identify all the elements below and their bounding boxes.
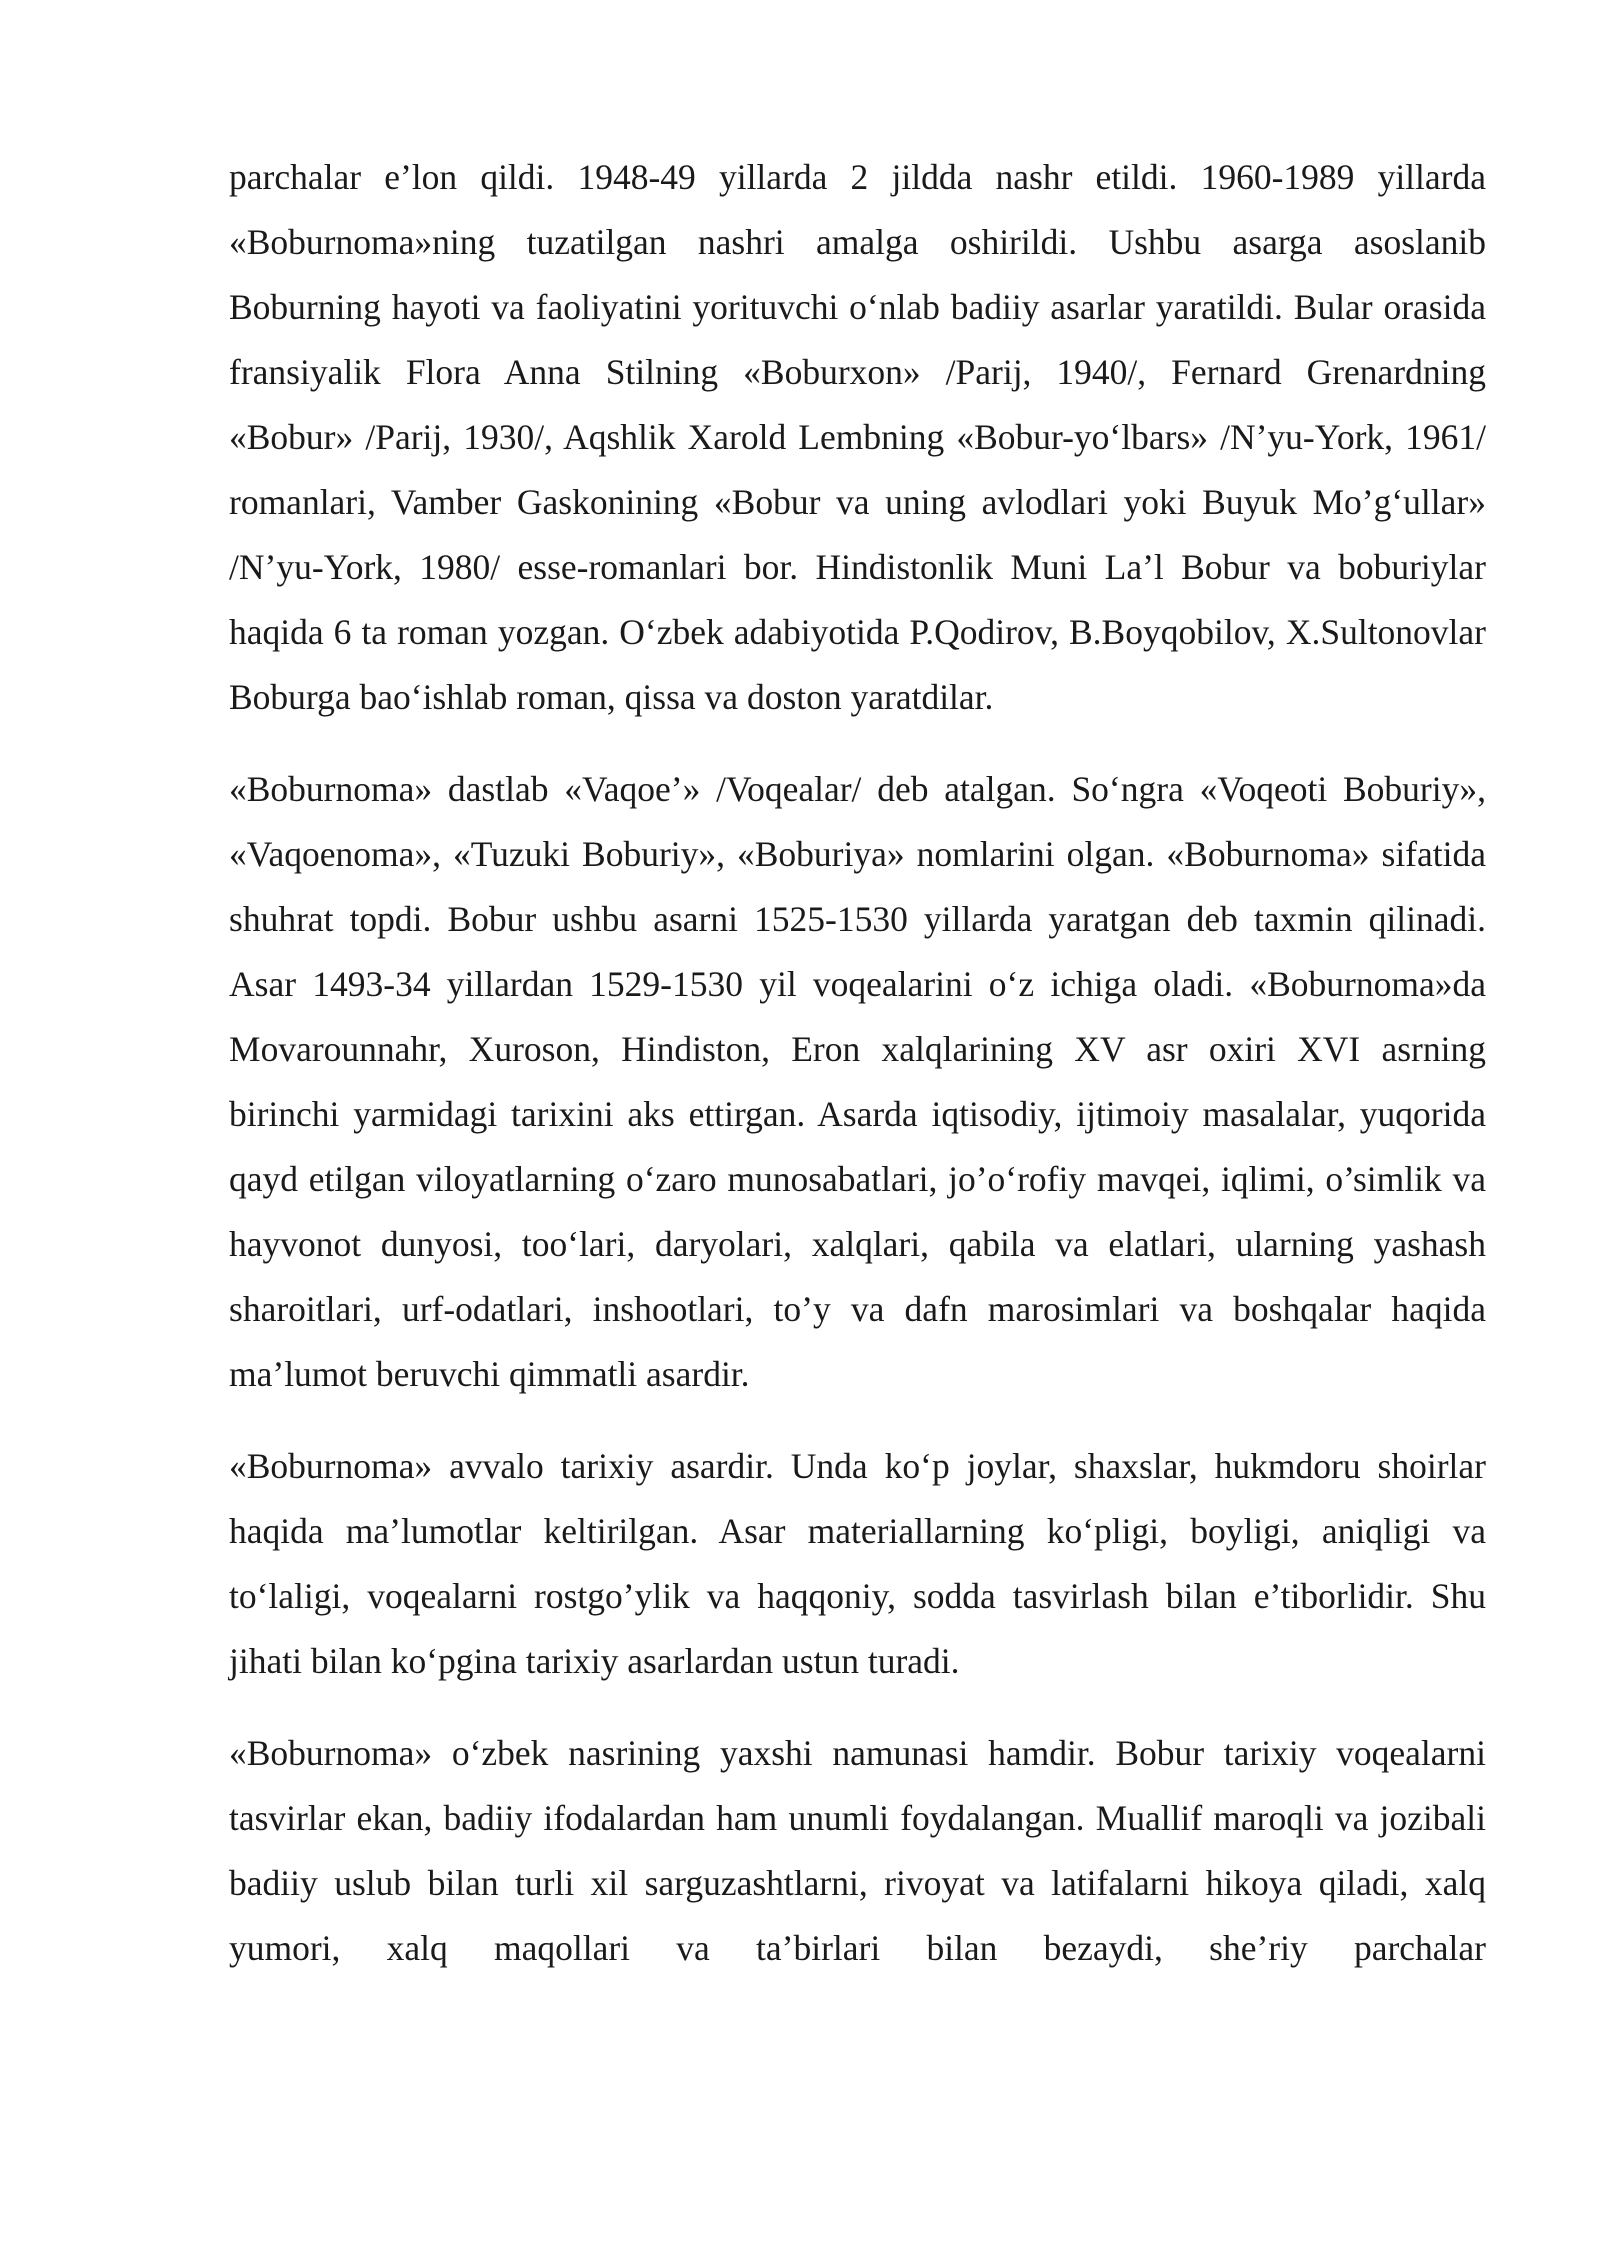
paragraph-2: «Boburnoma» dastlab «Vaqoe’» /Voqealar/ deb atalgan. So‘ngra «Voqeoti Boburiy», «Vaqoenoma», «Tuzuki Boburiy», «Boburiya» nomlarini olgan. «Boburnoma» sifatida shuhrat topdi. Bobur ushbu asarni 1525-1530 yillarda yaratgan deb taxmin qilinadi. Asar 1493-34 yillardan 1529-1530 yil voqealarini o‘z ichiga oladi. «Boburnoma»da Movarounnahr, Xuroson, Hindiston, Eron xalqlarining XV asr oxiri XVI asrning birinchi yarmidagi tarixini aks ettirgan. Asarda iqtisodiy, ijtimoiy masalalar, yuqorida qayd etilgan viloyatlarning o‘zaro munosabatlari, jo’o‘rofiy mavqei, iqlimi, o’simlik va hayvonot dunyosi, too‘lari, daryolari, xalqlari, qabila va elatlari, ularning yashash sharoitlari, urf-odatlari, inshootlari, to’y va dafn marosimlari va boshqalar haqida ma’lumot beruvchi qimmatli asardir. xyxy=(229,769,1486,1394)
paragraph-1: parchalar e’lon qildi. 1948-49 yillarda 2 jildda nashr etildi. 1960-1989 yillarda «Boburnoma»ning tuzatilgan nashri amalga oshirildi. Ushbu asarga asoslanib Boburning hayoti va faoliyatini yorituvchi o‘nlab badiiy asarlar yaratildi. Bular orasida fransiyalik Flora Anna Stilning «Boburxon» /Parij, 1940/, Fernard Grenardning «Bobur» /Parij, 1930/, Aqshlik Xarold Lembning «Bobur-yo‘lbars» /N’yu-York, 1961/ romanlari, Vamber Gaskonining «Bobur va uning avlodlari yoki Buyuk Mo’g‘ullar» /N’yu-York, 1980/ esse-romanlari bor. Hindistonlik Muni La’l Bobur va boburiylar haqida 6 ta roman yozgan. O‘zbek adabiyotida P.Qodirov, B.Boyqobilov, X.Sultonovlar Boburga bao‘ishlab roman, qissa va doston yaratdilar. xyxy=(229,157,1486,717)
document-page xyxy=(229,145,1486,2008)
paragraph-3: «Boburnoma» avvalo tarixiy asardir. Unda ko‘p joylar, shaxslar, hukmdoru shoirlar haqida ma’lumotlar keltirilgan. Asar materiallarning ko‘pligi, boyligi, aniqligi va to‘laligi, voqealarni rostgo’ylik va haqqoniy, sodda tasvirlash bilan e’tiborlidir. Shu jihati bilan ko‘pgina tarixiy asarlardan ustun turadi. xyxy=(229,1446,1486,1681)
paragraph-4: «Boburnoma» o‘zbek nasrining yaxshi namunasi hamdir. Bobur tarixiy voqealarni tasvirlar ekan, badiiy ifodalardan ham unumli foydalangan. Muallif maroqli va jozibali badiiy uslub bilan turli xil sarguzashtlarni, rivoyat va latifalarni hikoya qiladi, xalq yumori, xalq maqollari va ta’birlari bilan bezaydi, she’riy parchalar xyxy=(229,1733,1486,1968)
